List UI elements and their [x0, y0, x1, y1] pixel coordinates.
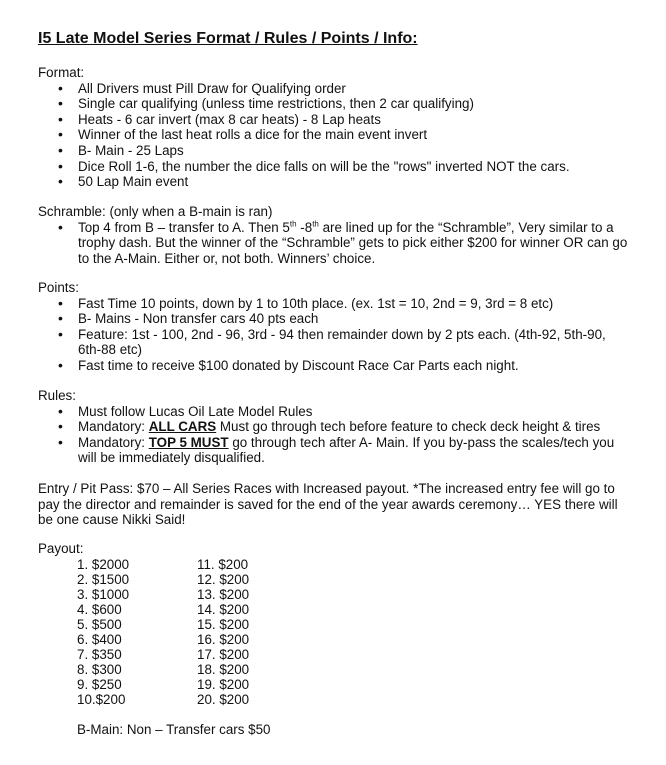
- list-item: [38, 419, 630, 435]
- schramble-text-1: Top 4 from B – transfer to A. Then 5: [78, 219, 290, 235]
- payout-row: 12. $200: [197, 572, 250, 587]
- payout-row: 10.$200: [77, 692, 126, 707]
- list-item: • Fast Time 10 points, down by 1 to 10th place. (ex. 1st = 10, 2nd = 9, 3rd = 8 etc): [38, 296, 630, 312]
- payout-column-right: [197, 557, 297, 707]
- schramble-text-3: are lined up for the “Schramble”, Very similar to a trophy dash. But the winner of the “Schramble” gets to pick either $200 for winner OR can go to the A-Main. Either or, not both. Winners’ choice.: [78, 219, 628, 266]
- list-item: • Must follow Lucas Oil Late Model Rules: [38, 404, 630, 420]
- superscript: th: [289, 219, 297, 229]
- format-section: [38, 65, 648, 190]
- schramble-heading: Schramble: (only when a B-main is ran): [38, 204, 273, 219]
- rule-text: Must go through tech before feature to check deck height & tires: [216, 419, 601, 435]
- payout-row: 15. $200: [197, 617, 250, 632]
- payout-row: 14. $200: [197, 602, 250, 617]
- payout-heading: Payout:: [38, 541, 84, 556]
- schramble-list: [38, 220, 630, 267]
- payout-row: 9. $250: [77, 677, 122, 692]
- schramble-text-2: -8: [296, 219, 313, 235]
- list-item: • Heats - 6 car invert (max 8 car heats) - 8 Lap heats: [38, 112, 648, 128]
- rules-list: [38, 404, 630, 466]
- rules-section: [38, 388, 630, 466]
- superscript: th: [312, 219, 319, 229]
- points-list: [38, 296, 630, 374]
- points-section: [38, 280, 630, 374]
- list-item: • 50 Lap Main event: [38, 174, 648, 190]
- list-item: • Fast time to receive $100 donated by Discount Race Car Parts each night.: [38, 358, 630, 374]
- rule-prefix: Mandatory:: [78, 434, 149, 450]
- payout-row: 11. $200: [197, 557, 249, 572]
- bmain-payout-note: B-Main: Non – Transfer cars $50: [77, 722, 271, 737]
- payout-row: 16. $200: [197, 632, 250, 647]
- payout-column-left: [77, 557, 177, 707]
- payout-row: 3. $1000: [77, 587, 130, 602]
- payout-row: 8. $300: [77, 662, 122, 677]
- document-title: I5 Late Model Series Format / Rules / Points / Info:: [38, 30, 418, 47]
- payout-row: 2. $1500: [77, 572, 130, 587]
- payout-row: 7. $350: [77, 647, 122, 662]
- format-list: [38, 81, 648, 190]
- rule-text: go through tech after A- Main. If you by-pass the scales/tech you will be immediately disqualified.: [78, 434, 615, 466]
- entry-paragraph: Entry / Pit Pass: $70 – All Series Races with Increased payout. *The increased entry fee will go to pay the director and remainder is saved for the end of the year awards ceremony… YES there will be one cause Nikki Said!: [38, 481, 618, 528]
- list-item: • B- Mains - Non transfer cars 40 pts each: [38, 311, 630, 327]
- payout-row: 19. $200: [197, 677, 250, 692]
- payout-row: 4. $600: [77, 602, 122, 617]
- list-item: • Feature: 1st - 100, 2nd - 96, 3rd - 94 then remainder down by 2 pts each. (4th-92, 5th-90, 6th-88 etc): [38, 327, 630, 358]
- list-item: • Dice Roll 1-6, the number the dice falls on will be the "rows" inverted NOT the cars.: [38, 159, 648, 175]
- payout-row: 1. $2000: [77, 557, 130, 572]
- rule-prefix: Mandatory:: [78, 419, 149, 435]
- format-heading: Format:: [38, 65, 85, 80]
- payout-row: 6. $400: [77, 632, 122, 647]
- payout-row: 5. $500: [77, 617, 122, 632]
- rule-emphasis: TOP 5 MUST: [148, 434, 229, 450]
- list-item: • Single car qualifying (unless time restrictions, then 2 car qualifying): [38, 96, 648, 112]
- payout-row: 13. $200: [197, 587, 250, 602]
- payout-row: 20. $200: [197, 692, 250, 707]
- list-item: • Winner of the last heat rolls a dice for the main event invert: [38, 127, 648, 143]
- rules-heading: Rules:: [38, 388, 76, 403]
- list-item: • All Drivers must Pill Draw for Qualifying order: [38, 81, 648, 97]
- schramble-section: [38, 204, 630, 266]
- payout-row: 18. $200: [197, 662, 250, 677]
- payout-row: 17. $200: [197, 647, 250, 662]
- list-item: [38, 435, 630, 466]
- points-heading: Points:: [38, 280, 79, 295]
- list-item: • B- Main - 25 Laps: [38, 143, 648, 159]
- rule-emphasis: ALL CARS: [148, 419, 217, 435]
- list-item: [38, 220, 630, 267]
